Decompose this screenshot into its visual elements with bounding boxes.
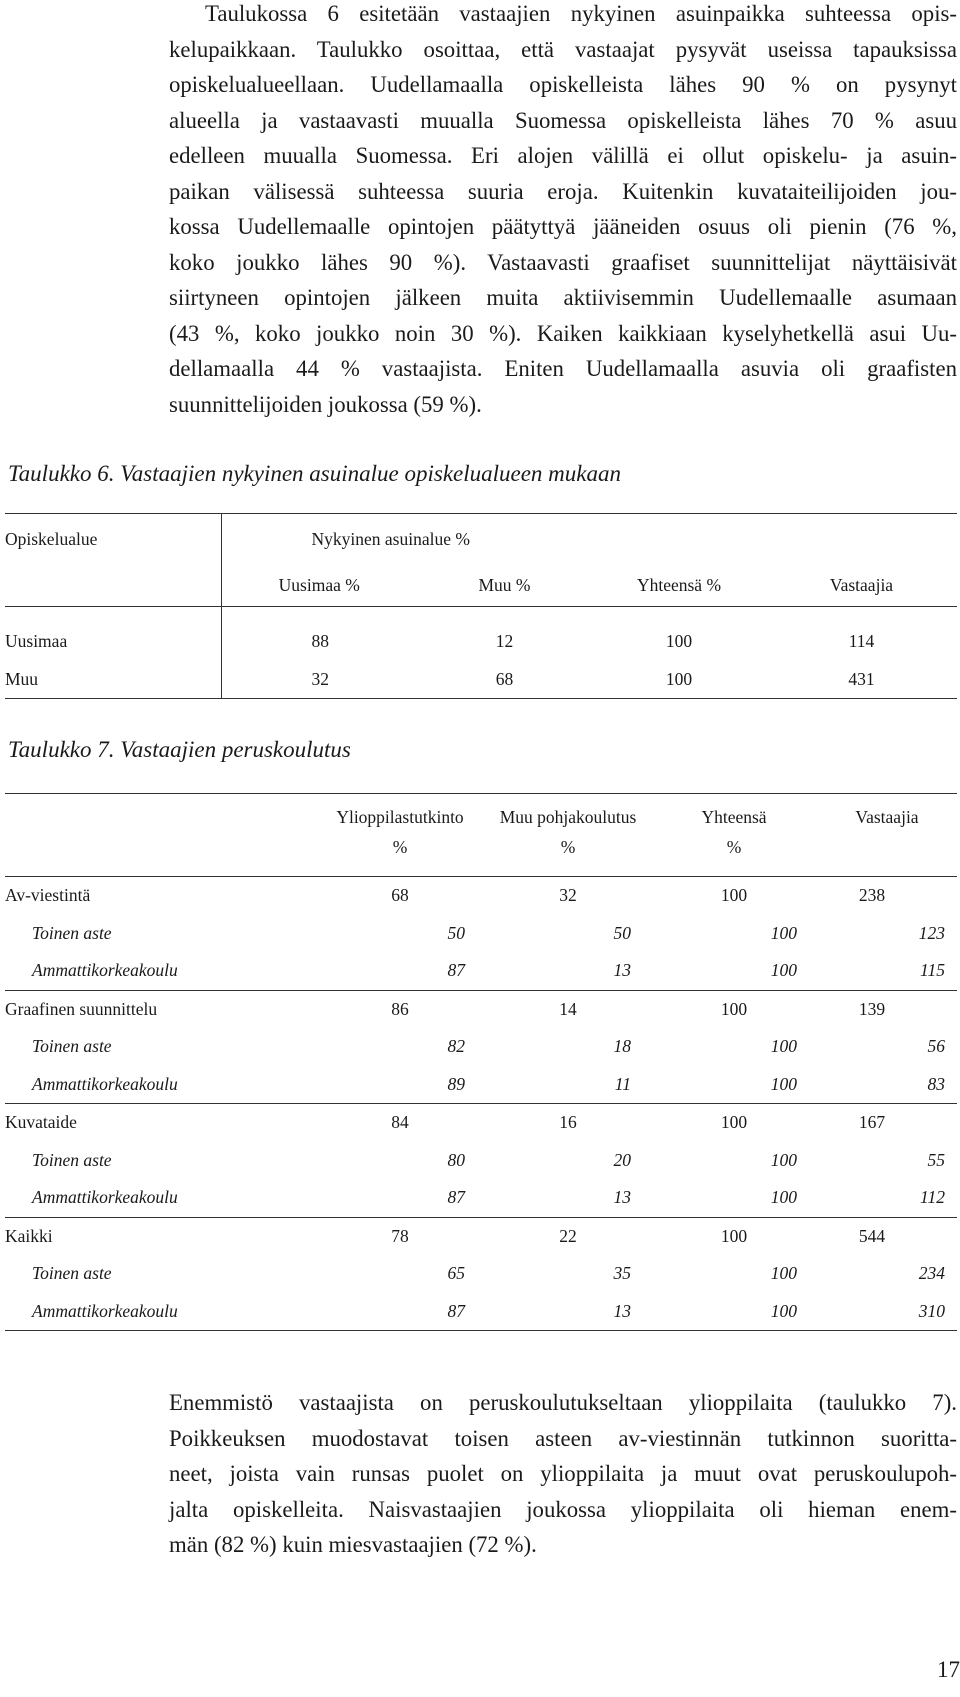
table6-group-header: Nykyinen asuinalue % — [311, 528, 470, 549]
table-row — [5, 990, 957, 1028]
cell: 100 — [770, 1263, 797, 1284]
row-label: Toinen aste — [32, 1036, 112, 1057]
table6-col-header: Uusimaa % — [221, 564, 417, 607]
cell: 100 — [720, 998, 748, 1019]
row-label: Graafinen suunnittelu — [5, 998, 158, 1019]
text-line: koko joukko lähes 90 %). Vastaavasti graafiset suunnittelijat näyttäisivät — [169, 249, 957, 275]
cell: 139 — [858, 998, 886, 1019]
table7-col-header: Yhteensä % — [651, 794, 817, 877]
cell: 20 — [613, 1149, 631, 1170]
cell: 544 — [858, 1225, 886, 1246]
cell: 100 — [770, 1149, 797, 1170]
table-subrow — [5, 1293, 957, 1331]
table-subrow — [5, 1179, 957, 1217]
cell: 112 — [817, 1179, 957, 1217]
cell: 14 — [559, 998, 577, 1019]
text-line: (43 %, koko joukko noin 30 %). Kaiken kaikkiaan kyselyhetkellä asui Uu- — [169, 320, 957, 346]
row-label: Muu — [5, 661, 221, 699]
cell: 100 — [651, 1179, 817, 1217]
text-line: siirtyneen opintojen jälkeen muita aktiivisemmin Uudellemaalle asumaan — [169, 285, 957, 310]
row-label: Toinen aste — [32, 922, 112, 943]
cell: 100 — [665, 630, 693, 651]
cell: 234 — [918, 1263, 945, 1284]
cell: 87 — [315, 1293, 485, 1331]
cell: 89 — [315, 1066, 485, 1104]
text-line: kelupaikkaan. Taulukko osoittaa, että vastaajat pysyvät useissa tapauksissa — [169, 36, 957, 62]
table-row — [5, 877, 957, 915]
text-line: jalta opiskelleita. Naisvastaajien joukossa ylioppilaita oli hieman enem- — [169, 1496, 957, 1522]
cell: 88 — [311, 630, 329, 651]
table-subrow — [5, 952, 957, 990]
cell: 114 — [848, 630, 875, 651]
cell: 123 — [918, 922, 945, 943]
text-line: edelleen muualla Suomessa. Eri alojen välillä ei ollut opiskelu- ja asuin- — [169, 143, 957, 168]
cell: 68 — [417, 661, 592, 699]
cell: 86 — [391, 998, 409, 1019]
cell: 100 — [720, 885, 748, 906]
table-row — [5, 1104, 957, 1142]
cell: 84 — [391, 1112, 409, 1133]
cell: 115 — [817, 952, 957, 990]
intro-paragraph — [169, 0, 957, 422]
table6-col-header: Yhteensä % — [592, 564, 766, 607]
cell: 11 — [485, 1066, 651, 1104]
cell: 100 — [770, 922, 797, 943]
page-number: 17 — [937, 1657, 960, 1682]
cell: 13 — [485, 1179, 651, 1217]
table7-col-header: Ylioppilastutkinto % — [315, 794, 485, 877]
cell: 87 — [315, 952, 485, 990]
cell: 87 — [315, 1179, 485, 1217]
cell: 50 — [613, 922, 631, 943]
text-line: Enemmistö vastaajista on peruskoulutukseltaan ylioppilaita (taulukko 7). — [169, 1390, 957, 1415]
text-line: kossa Uudellemaalle opintojen päätyttyä jääneiden osuus oli pienin (76 %, — [169, 214, 957, 239]
table-subrow — [5, 1028, 957, 1066]
cell: 50 — [447, 922, 465, 943]
text-line: opiskelualueellaan. Uudellamaalla opiskelleista lähes 90 % on pysynyt — [169, 72, 957, 97]
table6-caption: Taulukko 6. Vastaajien nykyinen asuinalue opiskelualueen mukaan — [8, 461, 622, 486]
cell: 431 — [766, 661, 957, 699]
cell: 22 — [559, 1225, 577, 1246]
table-subrow — [5, 1142, 957, 1180]
text-line: alueella ja vastaavasti muualla Suomessa opiskelleista lähes 70 % asuu — [169, 107, 957, 133]
row-label: Ammattikorkeakoulu — [5, 952, 315, 990]
cell: 238 — [858, 885, 886, 906]
text-line: suunnittelijoiden joukossa (59 %). — [169, 391, 482, 417]
row-label: Toinen aste — [32, 1263, 112, 1284]
cell: 78 — [391, 1225, 409, 1246]
row-label: Uusimaa — [5, 607, 221, 662]
text-line: män (82 %) kuin miesvastaajien (72 %). — [169, 1532, 537, 1557]
text-line: paikan välisessä suhteessa suuria eroja. Kuitenkin kuvataiteilijoiden jou- — [169, 178, 957, 204]
cell: 82 — [447, 1036, 465, 1057]
table-subrow — [5, 1255, 957, 1293]
table6 — [5, 513, 957, 699]
table-row — [5, 661, 957, 699]
row-label: Ammattikorkeakoulu — [5, 1066, 315, 1104]
cell: 35 — [613, 1263, 631, 1284]
cell: 32 — [559, 885, 577, 906]
cell: 68 — [391, 885, 409, 906]
cell: 167 — [858, 1112, 886, 1133]
table7-caption: Taulukko 7. Vastaajien peruskoulutus — [8, 737, 351, 762]
cell: 32 — [221, 661, 417, 699]
row-label: Kaikki — [5, 1225, 53, 1246]
cell: 100 — [651, 1293, 817, 1331]
table7-col-header: Vastaajia — [817, 794, 957, 877]
cell: 13 — [485, 952, 651, 990]
cell: 100 — [720, 1112, 748, 1133]
cell: 18 — [613, 1036, 631, 1057]
table7 — [5, 793, 957, 1331]
cell: 12 — [495, 630, 514, 651]
text-line: dellamaalla 44 % vastaajista. Eniten Uudellamaalla asuvia oli graafisten — [169, 356, 957, 381]
row-label: Kuvataide — [5, 1112, 77, 1133]
row-label: Av-viestintä — [5, 885, 91, 906]
cell: 100 — [720, 1225, 748, 1246]
table7-col-header: Muu pohjakoulutus % — [485, 794, 651, 877]
text-line: Taulukossa 6 esitetään vastaajien nykyinen asuinpaikka suhteessa opis- — [205, 1, 957, 26]
cell: 65 — [447, 1263, 465, 1284]
cell: 13 — [485, 1293, 651, 1331]
row-label: Toinen aste — [32, 1149, 112, 1170]
cell: 16 — [559, 1112, 577, 1133]
table6-region-header: Opiskelualue — [5, 514, 221, 565]
table-subrow — [5, 915, 957, 953]
row-label: Ammattikorkeakoulu — [5, 1179, 315, 1217]
outro-paragraph — [169, 1385, 957, 1563]
table-row — [5, 1217, 957, 1255]
cell: 100 — [592, 661, 766, 699]
cell: 100 — [651, 952, 817, 990]
cell: 100 — [770, 1036, 797, 1057]
table6-col-header: Muu % — [417, 564, 592, 607]
text-line: Poikkeuksen muodostavat toisen asteen av-viestinnän tutkinnon suoritta- — [169, 1425, 957, 1451]
text-line: neet, joista vain runsas puolet on ylioppilaita ja muut ovat peruskoulupoh- — [169, 1461, 957, 1486]
cell: 80 — [447, 1149, 465, 1170]
cell: 83 — [817, 1066, 957, 1104]
table-row — [5, 607, 957, 662]
cell: 310 — [817, 1293, 957, 1331]
cell: 56 — [927, 1036, 945, 1057]
table6-col-header: Vastaajia — [766, 564, 957, 607]
table-subrow — [5, 1066, 957, 1104]
row-label: Ammattikorkeakoulu — [5, 1293, 315, 1331]
cell: 55 — [927, 1149, 945, 1170]
cell: 100 — [651, 1066, 817, 1104]
